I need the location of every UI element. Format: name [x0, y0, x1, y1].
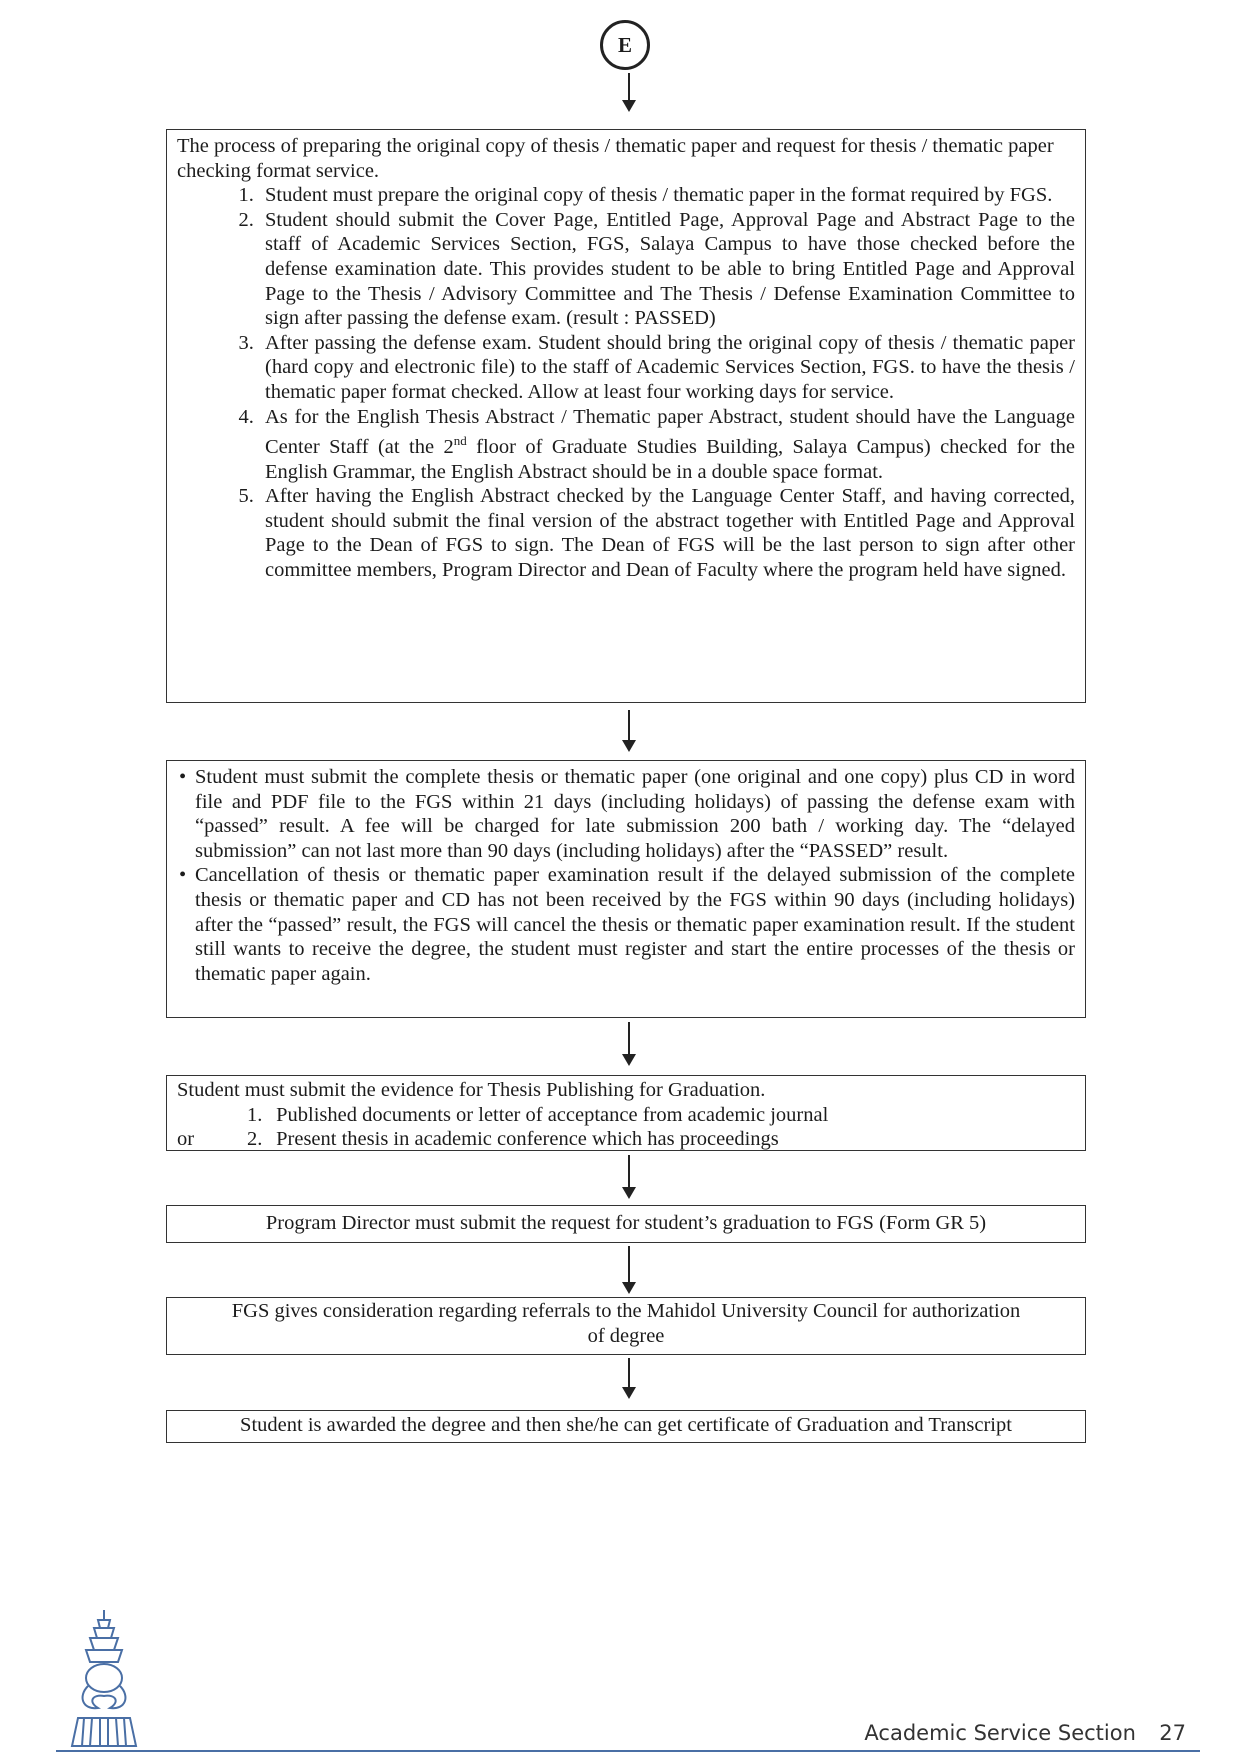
- flow-line: [628, 1246, 630, 1282]
- arrow-down-icon: [622, 1387, 636, 1399]
- degree-awarded-text: Student is awarded the degree and then she/he can get certificate of Graduation and Transcript: [240, 1414, 1012, 1436]
- submission-box: [166, 760, 1086, 1018]
- format-checking-title: The process of preparing the original copy of thesis / thematic paper and request for thesis / thematic paper checking format service.: [177, 135, 1054, 182]
- council-consideration-text: FGS gives consideration regarding referrals to the Mahidol University Council for authorization of degree: [231, 1300, 1021, 1347]
- footer-label: [864, 1721, 1186, 1745]
- step-item: 1. Student must prepare the original copy of thesis / thematic paper in the format required by FGS.: [259, 183, 1075, 208]
- footer-divider: [56, 1750, 1200, 1752]
- off-page-connector-e: [600, 20, 650, 70]
- degree-awarded-box: [166, 1410, 1086, 1443]
- bullet-item: • Cancellation of thesis or thematic paper examination result if the delayed submission of the complete thesis or thematic paper and CD has not been received by the FGS within 90 days (including holidays) after the “passed” result, the FGS will cancel the thesis or thematic paper examination result. If the student still wants to receive the degree, the student must register and start the entire processes of the thesis or thematic paper again.: [195, 863, 1075, 986]
- option-number: 2.: [247, 1128, 263, 1151]
- council-consideration-box: [166, 1297, 1086, 1355]
- step-item: 5. After having the English Abstract checked by the Language Center Staff, and having corrected, student should submit the final version of the abstract together with Entitled Page and Approval Page to the Dean of FGS to sign. The Dean of FGS will be the last person to sign after other committee members, Program Director and Dean of Faculty where the program held have signed.: [259, 484, 1075, 582]
- publishing-box: [166, 1075, 1086, 1151]
- option-text: Published documents or letter of acceptance from academic journal: [276, 1103, 829, 1126]
- graduation-request-box: [166, 1205, 1086, 1243]
- arrow-down-icon: [622, 740, 636, 752]
- footer-section-name: Academic Service Section: [864, 1721, 1136, 1745]
- flow-line: [628, 1358, 630, 1388]
- page-number: 27: [1159, 1721, 1186, 1745]
- university-emblem-icon: [58, 1606, 150, 1750]
- step-item: 2. Student should submit the Cover Page, Entitled Page, Approval Page and Abstract Page to the staff of Academic Services Section, FGS, Salaya Campus to have those checked before the defense examination date. This provides student to be able to bring Entitled Page and Approval Page to the Thesis / Advisory Committee and The Thesis / Defense Examination Committee to sign after passing the defense exam. (result : PASSED): [259, 208, 1075, 331]
- bullet-item: • Student must submit the complete thesis or thematic paper (one original and one copy) plus CD in word file and PDF file to the FGS within 21 days (including holidays) of passing the defense exam with “passed” result. A fee will be charged for late submission 200 bath / working day. The “delayed submission” can not last more than 90 days (including holidays) after the “PASSED” result.: [195, 765, 1075, 863]
- option-number: 1.: [247, 1103, 263, 1126]
- arrow-down-icon: [622, 1054, 636, 1066]
- connector-label: E: [617, 32, 632, 57]
- format-checking-box: [166, 129, 1086, 703]
- step-item: 4. As for the English Thesis Abstract / Thematic paper Abstract, student should have the Language Center Staff (at the 2nd floor of Graduate Studies Building, Salaya Campus) checked for the English Grammar, the English Abstract should be in a double space format.: [259, 405, 1075, 485]
- arrow-down-icon: [622, 1187, 636, 1199]
- publishing-title: Student must submit the evidence for Thesis Publishing for Graduation.: [177, 1079, 766, 1101]
- arrow-down-icon: [622, 1282, 636, 1294]
- publishing-option-1: [177, 1103, 1075, 1128]
- publishing-option-2: [177, 1127, 1075, 1152]
- format-checking-steps: [177, 183, 1075, 582]
- step-item: 3. After passing the defense exam. Student should bring the original copy of thesis / thematic paper (hard copy and electronic file) to the staff of Academic Services Section, FGS. to have the thesis / thematic paper format checked. Allow at least four working days for service.: [259, 331, 1075, 405]
- option-prefix: or: [177, 1128, 195, 1151]
- submission-bullets: [177, 765, 1075, 986]
- flow-line: [628, 73, 630, 100]
- flow-line: [628, 1022, 630, 1054]
- graduation-request-text: Program Director must submit the request for student’s graduation to FGS (Form GR 5): [265, 1212, 987, 1234]
- arrow-down-icon: [622, 100, 636, 112]
- flow-line: [628, 710, 630, 740]
- option-text: Present thesis in academic conference which has proceedings: [276, 1128, 779, 1151]
- flow-line: [628, 1155, 630, 1187]
